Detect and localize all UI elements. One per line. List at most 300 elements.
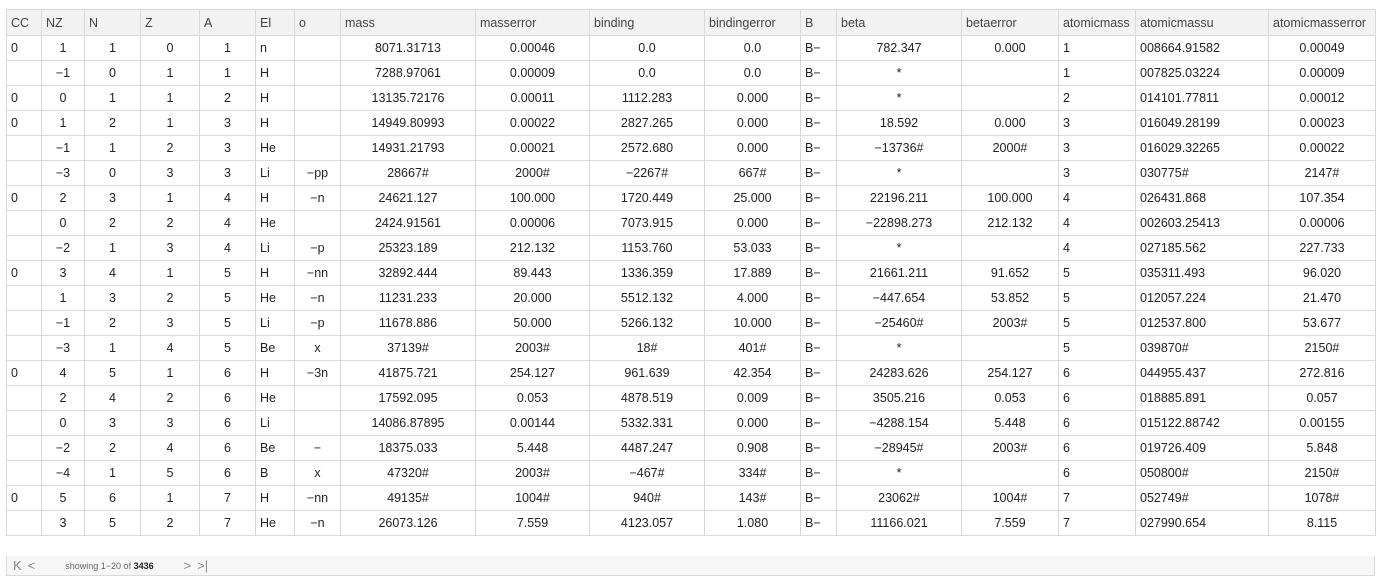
cell-betaerror (962, 336, 1059, 361)
table-row[interactable] (7, 186, 1376, 211)
cell-B: B− (801, 186, 837, 211)
cell-Z: 5 (141, 461, 200, 486)
cell-bindingerror: 25.000 (705, 186, 801, 211)
cell-N: 4 (85, 386, 141, 411)
showing-prefix: showing 1−20 of (65, 560, 134, 571)
next-page-icon[interactable]: > (183, 558, 192, 573)
cell-binding: −2267# (590, 161, 705, 186)
cell-mass: 14086.87895 (341, 411, 476, 436)
column-header-atomicmass[interactable]: atomicmass (1059, 10, 1136, 36)
column-header-betaerror[interactable]: betaerror (962, 10, 1059, 36)
cell-o (295, 386, 341, 411)
cell-o: x (295, 461, 341, 486)
cell-CC (7, 386, 42, 411)
cell-atomicmasserror: 2150# (1269, 461, 1376, 486)
cell-A: 7 (200, 511, 256, 536)
column-header-B[interactable]: B (801, 10, 837, 36)
cell-atomicmass: 3 (1059, 136, 1136, 161)
cell-N: 4 (85, 261, 141, 286)
column-header-beta[interactable]: beta (837, 10, 962, 36)
cell-atomicmass: 7 (1059, 511, 1136, 536)
cell-CC: 0 (7, 186, 42, 211)
cell-bindingerror: 0.000 (705, 136, 801, 161)
cell-mass: 37139# (341, 336, 476, 361)
cell-El: Be (256, 436, 295, 461)
cell-bindingerror: 53.033 (705, 236, 801, 261)
cell-beta: * (837, 86, 962, 111)
cell-atomicmass: 1 (1059, 61, 1136, 86)
column-header-NZ[interactable]: NZ (42, 10, 85, 36)
cell-Z: 2 (141, 136, 200, 161)
table-row[interactable] (7, 436, 1376, 461)
column-header-mass[interactable]: mass (341, 10, 476, 36)
cell-mass: 49135# (341, 486, 476, 511)
cell-B: B− (801, 336, 837, 361)
cell-CC: 0 (7, 486, 42, 511)
cell-El: Be (256, 336, 295, 361)
cell-El: He (256, 286, 295, 311)
total-count: 3436 (133, 560, 154, 571)
cell-NZ: −1 (42, 61, 85, 86)
cell-beta: * (837, 336, 962, 361)
cell-betaerror: 212.132 (962, 211, 1059, 236)
cell-binding: 2827.265 (590, 111, 705, 136)
cell-binding: 1112.283 (590, 86, 705, 111)
cell-atomicmasserror: 53.677 (1269, 311, 1376, 336)
cell-A: 5 (200, 286, 256, 311)
cell-atomicmassu: 015122.88742 (1136, 411, 1269, 436)
cell-NZ: 3 (42, 511, 85, 536)
table-body (7, 36, 1376, 536)
cell-atomicmass: 6 (1059, 361, 1136, 386)
cell-o (295, 111, 341, 136)
cell-atomicmassu: 030775# (1136, 161, 1269, 186)
cell-A: 1 (200, 36, 256, 61)
cell-mass: 7288.97061 (341, 61, 476, 86)
cell-mass: 18375.033 (341, 436, 476, 461)
table-row[interactable] (7, 311, 1376, 336)
cell-beta: −28945# (837, 436, 962, 461)
cell-N: 1 (85, 86, 141, 111)
cell-beta: 11166.021 (837, 511, 962, 536)
cell-betaerror: 0.000 (962, 111, 1059, 136)
cell-beta: −4288.154 (837, 411, 962, 436)
cell-atomicmass: 7 (1059, 486, 1136, 511)
pagination-bar (6, 556, 1375, 576)
cell-o (295, 86, 341, 111)
cell-A: 5 (200, 336, 256, 361)
cell-A: 6 (200, 436, 256, 461)
cell-atomicmass: 4 (1059, 186, 1136, 211)
cell-atomicmassu: 019726.409 (1136, 436, 1269, 461)
cell-NZ: −4 (42, 461, 85, 486)
cell-NZ: 0 (42, 86, 85, 111)
cell-A: 3 (200, 136, 256, 161)
cell-B: B− (801, 361, 837, 386)
cell-betaerror: 91.652 (962, 261, 1059, 286)
cell-B: B− (801, 286, 837, 311)
table-row[interactable] (7, 261, 1376, 286)
cell-masserror: 100.000 (476, 186, 590, 211)
cell-o: − (295, 436, 341, 461)
cell-B: B− (801, 211, 837, 236)
cell-CC (7, 61, 42, 86)
cell-atomicmassu: 008664.91582 (1136, 36, 1269, 61)
table-row[interactable] (7, 461, 1376, 486)
cell-NZ: 0 (42, 411, 85, 436)
cell-atomicmasserror: 0.00049 (1269, 36, 1376, 61)
cell-masserror: 50.000 (476, 311, 590, 336)
cell-B: B− (801, 436, 837, 461)
cell-atomicmasserror: 1078# (1269, 486, 1376, 511)
column-header-atomicmassu[interactable]: atomicmassu (1136, 10, 1269, 36)
cell-CC (7, 461, 42, 486)
cell-El: H (256, 186, 295, 211)
cell-Z: 0 (141, 36, 200, 61)
cell-mass: 11231.233 (341, 286, 476, 311)
cell-betaerror: 53.852 (962, 286, 1059, 311)
cell-o: x (295, 336, 341, 361)
cell-El: n (256, 36, 295, 61)
cell-bindingerror: 42.354 (705, 361, 801, 386)
cell-betaerror: 2003# (962, 311, 1059, 336)
cell-Z: 3 (141, 311, 200, 336)
cell-masserror: 2000# (476, 161, 590, 186)
table-row[interactable] (7, 486, 1376, 511)
cell-bindingerror: 0.000 (705, 411, 801, 436)
cell-atomicmassu: 016049.28199 (1136, 111, 1269, 136)
cell-Z: 1 (141, 186, 200, 211)
cell-N: 0 (85, 161, 141, 186)
cell-A: 1 (200, 61, 256, 86)
cell-binding: 4487.247 (590, 436, 705, 461)
cell-atomicmasserror: 2147# (1269, 161, 1376, 186)
cell-binding: 940# (590, 486, 705, 511)
first-page-icon[interactable]: K (13, 558, 22, 573)
cell-B: B− (801, 111, 837, 136)
cell-Z: 2 (141, 211, 200, 236)
cell-El: He (256, 211, 295, 236)
cell-masserror: 0.00009 (476, 61, 590, 86)
cell-beta: * (837, 236, 962, 261)
cell-A: 6 (200, 361, 256, 386)
cell-binding: 4123.057 (590, 511, 705, 536)
cell-El: B (256, 461, 295, 486)
cell-A: 3 (200, 161, 256, 186)
cell-Z: 3 (141, 236, 200, 261)
cell-B: B− (801, 61, 837, 86)
cell-CC (7, 286, 42, 311)
cell-NZ: 3 (42, 261, 85, 286)
cell-betaerror: 2000# (962, 136, 1059, 161)
cell-atomicmass: 1 (1059, 36, 1136, 61)
cell-masserror: 0.00144 (476, 411, 590, 436)
cell-masserror: 212.132 (476, 236, 590, 261)
cell-masserror: 7.559 (476, 511, 590, 536)
table-row[interactable] (7, 61, 1376, 86)
cell-atomicmasserror: 21.470 (1269, 286, 1376, 311)
cell-atomicmass: 6 (1059, 386, 1136, 411)
cell-NZ: 1 (42, 36, 85, 61)
cell-mass: 14949.80993 (341, 111, 476, 136)
cell-o: −n (295, 511, 341, 536)
cell-A: 4 (200, 211, 256, 236)
cell-Z: 3 (141, 411, 200, 436)
cell-o: −p (295, 236, 341, 261)
cell-N: 1 (85, 461, 141, 486)
cell-atomicmass: 4 (1059, 211, 1136, 236)
cell-A: 5 (200, 261, 256, 286)
cell-B: B− (801, 86, 837, 111)
cell-B: B− (801, 36, 837, 61)
table-row[interactable] (7, 161, 1376, 186)
table-row[interactable] (7, 411, 1376, 436)
cell-atomicmasserror: 0.00009 (1269, 61, 1376, 86)
cell-atomicmassu: 052749# (1136, 486, 1269, 511)
cell-masserror: 0.00046 (476, 36, 590, 61)
cell-Z: 2 (141, 286, 200, 311)
cell-Z: 1 (141, 486, 200, 511)
cell-NZ: 0 (42, 211, 85, 236)
cell-binding: 5266.132 (590, 311, 705, 336)
cell-B: B− (801, 386, 837, 411)
cell-El: He (256, 511, 295, 536)
cell-mass: 14931.21793 (341, 136, 476, 161)
cell-bindingerror: 0.000 (705, 211, 801, 236)
cell-atomicmass: 6 (1059, 411, 1136, 436)
cell-A: 3 (200, 111, 256, 136)
cell-betaerror: 100.000 (962, 186, 1059, 211)
cell-binding: 1153.760 (590, 236, 705, 261)
cell-beta: −25460# (837, 311, 962, 336)
cell-atomicmass: 5 (1059, 311, 1136, 336)
cell-atomicmasserror: 0.00012 (1269, 86, 1376, 111)
cell-atomicmasserror: 96.020 (1269, 261, 1376, 286)
cell-o: −pp (295, 161, 341, 186)
cell-El: H (256, 86, 295, 111)
cell-N: 1 (85, 236, 141, 261)
cell-atomicmassu: 027185.562 (1136, 236, 1269, 261)
cell-masserror: 0.00021 (476, 136, 590, 161)
cell-CC (7, 161, 42, 186)
cell-N: 2 (85, 436, 141, 461)
cell-NZ: 2 (42, 386, 85, 411)
cell-masserror: 0.053 (476, 386, 590, 411)
cell-Z: 1 (141, 111, 200, 136)
cell-masserror: 254.127 (476, 361, 590, 386)
cell-betaerror (962, 86, 1059, 111)
cell-atomicmass: 5 (1059, 261, 1136, 286)
cell-NZ: 2 (42, 186, 85, 211)
cell-NZ: 1 (42, 286, 85, 311)
cell-masserror: 0.00006 (476, 211, 590, 236)
cell-o (295, 136, 341, 161)
cell-betaerror (962, 161, 1059, 186)
cell-A: 6 (200, 461, 256, 486)
cell-atomicmass: 6 (1059, 461, 1136, 486)
table-row[interactable] (7, 336, 1376, 361)
table-row[interactable] (7, 236, 1376, 261)
cell-B: B− (801, 511, 837, 536)
cell-NZ: −2 (42, 236, 85, 261)
column-header-A[interactable]: A (200, 10, 256, 36)
cell-atomicmasserror: 227.733 (1269, 236, 1376, 261)
cell-El: Li (256, 311, 295, 336)
cell-NZ: 1 (42, 111, 85, 136)
cell-El: Li (256, 411, 295, 436)
cell-N: 2 (85, 311, 141, 336)
cell-betaerror: 0.053 (962, 386, 1059, 411)
cell-atomicmasserror: 2150# (1269, 336, 1376, 361)
cell-N: 2 (85, 111, 141, 136)
cell-El: Li (256, 161, 295, 186)
cell-atomicmasserror: 0.057 (1269, 386, 1376, 411)
cell-El: He (256, 386, 295, 411)
cell-betaerror: 2003# (962, 436, 1059, 461)
cell-betaerror: 254.127 (962, 361, 1059, 386)
cell-binding: 1720.449 (590, 186, 705, 211)
cell-N: 3 (85, 411, 141, 436)
cell-beta: 24283.626 (837, 361, 962, 386)
cell-atomicmassu: 007825.03224 (1136, 61, 1269, 86)
cell-El: H (256, 361, 295, 386)
column-header-Z[interactable]: Z (141, 10, 200, 36)
cell-N: 0 (85, 61, 141, 86)
cell-B: B− (801, 461, 837, 486)
cell-CC (7, 236, 42, 261)
cell-o (295, 211, 341, 236)
cell-bindingerror: 0.000 (705, 111, 801, 136)
cell-N: 6 (85, 486, 141, 511)
cell-CC: 0 (7, 261, 42, 286)
column-header-binding[interactable]: binding (590, 10, 705, 36)
column-header-El[interactable]: El (256, 10, 295, 36)
cell-mass: 2424.91561 (341, 211, 476, 236)
column-header-bindingerror[interactable]: bindingerror (705, 10, 801, 36)
cell-CC (7, 311, 42, 336)
cell-El: H (256, 486, 295, 511)
cell-atomicmass: 6 (1059, 436, 1136, 461)
cell-betaerror: 0.000 (962, 36, 1059, 61)
cell-o: −nn (295, 261, 341, 286)
cell-Z: 4 (141, 436, 200, 461)
cell-Z: 1 (141, 361, 200, 386)
cell-beta: * (837, 461, 962, 486)
table-header-row (7, 10, 1376, 36)
cell-binding: 4878.519 (590, 386, 705, 411)
column-header-atomicmasserror[interactable]: atomicmasserror (1269, 10, 1376, 36)
cell-B: B− (801, 161, 837, 186)
cell-atomicmassu: 044955.437 (1136, 361, 1269, 386)
cell-El: Li (256, 236, 295, 261)
cell-El: He (256, 136, 295, 161)
cell-binding: 0.0 (590, 36, 705, 61)
cell-o (295, 411, 341, 436)
cell-Z: 1 (141, 86, 200, 111)
cell-atomicmassu: 012537.800 (1136, 311, 1269, 336)
table-row[interactable] (7, 386, 1376, 411)
column-header-o[interactable]: o (295, 10, 341, 36)
cell-atomicmasserror: 5.848 (1269, 436, 1376, 461)
column-header-masserror[interactable]: masserror (476, 10, 590, 36)
cell-NZ: 4 (42, 361, 85, 386)
cell-mass: 25323.189 (341, 236, 476, 261)
cell-El: H (256, 111, 295, 136)
table-row[interactable] (7, 86, 1376, 111)
cell-A: 7 (200, 486, 256, 511)
cell-beta: 782.347 (837, 36, 962, 61)
cell-bindingerror: 1.080 (705, 511, 801, 536)
cell-atomicmassu: 039870# (1136, 336, 1269, 361)
cell-N: 1 (85, 136, 141, 161)
cell-A: 4 (200, 186, 256, 211)
cell-o (295, 61, 341, 86)
cell-CC (7, 411, 42, 436)
table-row[interactable] (7, 361, 1376, 386)
table-row[interactable] (7, 36, 1376, 61)
cell-atomicmassu: 050800# (1136, 461, 1269, 486)
cell-atomicmassu: 018885.891 (1136, 386, 1269, 411)
table-row[interactable] (7, 286, 1376, 311)
cell-El: H (256, 61, 295, 86)
cell-A: 2 (200, 86, 256, 111)
cell-atomicmassu: 016029.32265 (1136, 136, 1269, 161)
cell-atomicmassu: 027990.654 (1136, 511, 1269, 536)
table-row[interactable] (7, 136, 1376, 161)
prev-page-icon[interactable]: < (27, 558, 36, 573)
cell-CC (7, 211, 42, 236)
cell-masserror: 5.448 (476, 436, 590, 461)
cell-binding: 1336.359 (590, 261, 705, 286)
cell-bindingerror: 0.908 (705, 436, 801, 461)
cell-CC: 0 (7, 36, 42, 61)
cell-atomicmassu: 035311.493 (1136, 261, 1269, 286)
cell-masserror: 20.000 (476, 286, 590, 311)
column-header-CC[interactable]: CC (7, 10, 42, 36)
cell-o: −p (295, 311, 341, 336)
cell-binding: 7073.915 (590, 211, 705, 236)
cell-N: 3 (85, 286, 141, 311)
table-row[interactable] (7, 511, 1376, 536)
cell-N: 1 (85, 36, 141, 61)
data-table-container (6, 9, 1375, 536)
table-row[interactable] (7, 111, 1376, 136)
last-page-icon[interactable]: >| (197, 558, 209, 573)
cell-o: −nn (295, 486, 341, 511)
cell-bindingerror: 667# (705, 161, 801, 186)
cell-o: −n (295, 186, 341, 211)
column-header-N[interactable]: N (85, 10, 141, 36)
cell-atomicmass: 5 (1059, 336, 1136, 361)
cell-beta: −22898.273 (837, 211, 962, 236)
cell-NZ: 5 (42, 486, 85, 511)
cell-masserror: 1004# (476, 486, 590, 511)
cell-N: 5 (85, 511, 141, 536)
cell-bindingerror: 4.000 (705, 286, 801, 311)
cell-A: 4 (200, 236, 256, 261)
cell-beta: −13736# (837, 136, 962, 161)
table-row[interactable] (7, 211, 1376, 236)
cell-masserror: 0.00011 (476, 86, 590, 111)
cell-A: 5 (200, 311, 256, 336)
cell-binding: −467# (590, 461, 705, 486)
cell-atomicmassu: 002603.25413 (1136, 211, 1269, 236)
cell-Z: 1 (141, 261, 200, 286)
cell-bindingerror: 143# (705, 486, 801, 511)
cell-masserror: 89.443 (476, 261, 590, 286)
cell-binding: 961.639 (590, 361, 705, 386)
cell-NZ: −3 (42, 336, 85, 361)
